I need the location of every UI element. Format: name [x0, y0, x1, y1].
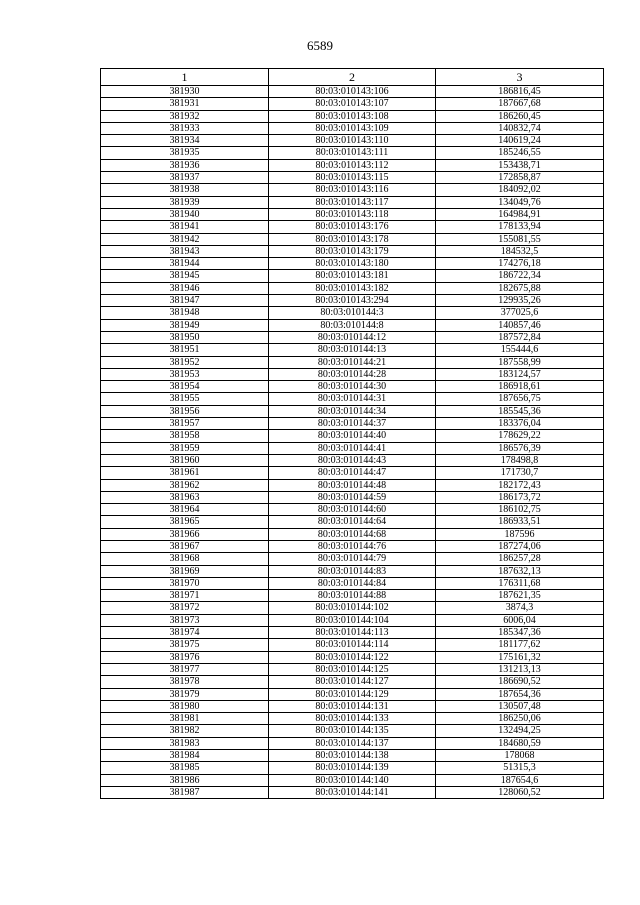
table-body [101, 86, 604, 799]
table-row [101, 442, 604, 454]
table-row [101, 454, 604, 466]
value-cell: 187656,75 [436, 393, 604, 405]
table-row [101, 553, 604, 565]
value-cell: 175161,32 [436, 651, 604, 663]
row-number-cell: 381956 [101, 405, 269, 417]
cadastral-number-cell: 80:03:010144:104 [269, 614, 436, 626]
row-number-cell: 381960 [101, 454, 269, 466]
table-row [101, 331, 604, 343]
row-number-cell: 381973 [101, 614, 269, 626]
value-cell: 184532,5 [436, 245, 604, 257]
value-cell: 186816,45 [436, 86, 604, 98]
row-number-cell: 381980 [101, 700, 269, 712]
table-row [101, 614, 604, 626]
value-cell: 186722,34 [436, 270, 604, 282]
row-number-cell: 381974 [101, 627, 269, 639]
table-row [101, 577, 604, 589]
row-number-cell: 381939 [101, 196, 269, 208]
table-row [101, 381, 604, 393]
cadastral-number-cell: 80:03:010143:107 [269, 98, 436, 110]
row-number-cell: 381967 [101, 540, 269, 552]
value-cell: 187274,06 [436, 540, 604, 552]
cadastral-number-cell: 80:03:010143:112 [269, 159, 436, 171]
value-cell: 186173,72 [436, 491, 604, 503]
value-cell: 185545,36 [436, 405, 604, 417]
row-number-cell: 381941 [101, 221, 269, 233]
table-row [101, 467, 604, 479]
row-number-cell: 381975 [101, 639, 269, 651]
column-header: 2 [269, 69, 436, 86]
row-number-cell: 381979 [101, 688, 269, 700]
table-row [101, 418, 604, 430]
cadastral-number-cell: 80:03:010143:111 [269, 147, 436, 159]
value-cell: 132494,25 [436, 725, 604, 737]
cadastral-number-cell: 80:03:010144:68 [269, 528, 436, 540]
table-row [101, 86, 604, 98]
value-cell: 153438,71 [436, 159, 604, 171]
table-row [101, 258, 604, 270]
table-row [101, 688, 604, 700]
cadastral-number-cell: 80:03:010143:180 [269, 258, 436, 270]
cadastral-number-cell: 80:03:010144:79 [269, 553, 436, 565]
table-header-row [101, 69, 604, 86]
table-row [101, 627, 604, 639]
cadastral-number-cell: 80:03:010144:88 [269, 590, 436, 602]
row-number-cell: 381937 [101, 172, 269, 184]
cadastral-number-cell: 80:03:010144:40 [269, 430, 436, 442]
cadastral-number-cell: 80:03:010144:47 [269, 467, 436, 479]
value-cell: 186576,39 [436, 442, 604, 454]
table-row [101, 368, 604, 380]
row-number-cell: 381942 [101, 233, 269, 245]
value-cell: 185347,36 [436, 627, 604, 639]
row-number-cell: 381934 [101, 135, 269, 147]
row-number-cell: 381972 [101, 602, 269, 614]
cadastral-number-cell: 80:03:010144:139 [269, 762, 436, 774]
row-number-cell: 381964 [101, 504, 269, 516]
cadastral-number-cell: 80:03:010144:125 [269, 663, 436, 675]
value-cell: 186690,52 [436, 676, 604, 688]
table-row [101, 774, 604, 786]
value-cell: 164984,91 [436, 208, 604, 220]
cadastral-number-cell: 80:03:010144:30 [269, 381, 436, 393]
row-number-cell: 381933 [101, 122, 269, 134]
cadastral-number-cell: 80:03:010144:41 [269, 442, 436, 454]
value-cell: 187667,68 [436, 98, 604, 110]
cadastral-number-cell: 80:03:010144:59 [269, 491, 436, 503]
table-row [101, 602, 604, 614]
cadastral-number-cell: 80:03:010144:21 [269, 356, 436, 368]
value-cell: 140857,46 [436, 319, 604, 331]
table-row [101, 208, 604, 220]
table-row [101, 184, 604, 196]
value-cell: 187654,36 [436, 688, 604, 700]
cadastral-number-cell: 80:03:010144:34 [269, 405, 436, 417]
cadastral-number-cell: 80:03:010144:64 [269, 516, 436, 528]
row-number-cell: 381944 [101, 258, 269, 270]
cadastral-number-cell: 80:03:010144:28 [269, 368, 436, 380]
value-cell: 187632,13 [436, 565, 604, 577]
cadastral-number-cell: 80:03:010144:133 [269, 713, 436, 725]
value-cell: 6006,04 [436, 614, 604, 626]
row-number-cell: 381984 [101, 750, 269, 762]
cadastral-number-cell: 80:03:010143:109 [269, 122, 436, 134]
row-number-cell: 381977 [101, 663, 269, 675]
cadastral-number-cell: 80:03:010144:37 [269, 418, 436, 430]
cadastral-number-cell: 80:03:010144:135 [269, 725, 436, 737]
cadastral-number-cell: 80:03:010143:108 [269, 110, 436, 122]
table-row [101, 504, 604, 516]
table-row [101, 786, 604, 798]
table-row [101, 233, 604, 245]
table-row [101, 639, 604, 651]
table-row [101, 307, 604, 319]
cadastral-number-cell: 80:03:010143:115 [269, 172, 436, 184]
cadastral-number-cell: 80:03:010143:118 [269, 208, 436, 220]
table-row [101, 516, 604, 528]
row-number-cell: 381970 [101, 577, 269, 589]
cadastral-number-cell: 80:03:010144:43 [269, 454, 436, 466]
table-row [101, 344, 604, 356]
row-number-cell: 381932 [101, 110, 269, 122]
table-row [101, 565, 604, 577]
cadastral-number-cell: 80:03:010143:116 [269, 184, 436, 196]
table-row [101, 98, 604, 110]
table-row [101, 750, 604, 762]
table-row [101, 270, 604, 282]
value-cell: 183376,04 [436, 418, 604, 430]
table-row [101, 762, 604, 774]
table-row [101, 528, 604, 540]
table-row [101, 393, 604, 405]
row-number-cell: 381963 [101, 491, 269, 503]
cadastral-number-cell: 80:03:010144:141 [269, 786, 436, 798]
cadastral-number-cell: 80:03:010144:140 [269, 774, 436, 786]
value-cell: 174276,18 [436, 258, 604, 270]
value-cell: 182675,88 [436, 282, 604, 294]
table-row [101, 405, 604, 417]
value-cell: 3874,3 [436, 602, 604, 614]
cadastral-number-cell: 80:03:010144:113 [269, 627, 436, 639]
value-cell: 181177,62 [436, 639, 604, 651]
table-row [101, 356, 604, 368]
value-cell: 134049,76 [436, 196, 604, 208]
cadastral-number-cell: 80:03:010144:137 [269, 737, 436, 749]
row-number-cell: 381957 [101, 418, 269, 430]
row-number-cell: 381938 [101, 184, 269, 196]
data-table [100, 68, 604, 799]
value-cell: 186250,06 [436, 713, 604, 725]
value-cell: 187572,84 [436, 331, 604, 343]
value-cell: 186102,75 [436, 504, 604, 516]
cadastral-number-cell: 80:03:010144:48 [269, 479, 436, 491]
value-cell: 171730,7 [436, 467, 604, 479]
row-number-cell: 381969 [101, 565, 269, 577]
value-cell: 130507,48 [436, 700, 604, 712]
row-number-cell: 381978 [101, 676, 269, 688]
value-cell: 186260,45 [436, 110, 604, 122]
row-number-cell: 381953 [101, 368, 269, 380]
cadastral-number-cell: 80:03:010144:3 [269, 307, 436, 319]
row-number-cell: 381949 [101, 319, 269, 331]
cadastral-number-cell: 80:03:010144:76 [269, 540, 436, 552]
value-cell: 186257,28 [436, 553, 604, 565]
cadastral-number-cell: 80:03:010143:294 [269, 295, 436, 307]
table-row [101, 651, 604, 663]
cadastral-number-cell: 80:03:010144:12 [269, 331, 436, 343]
row-number-cell: 381965 [101, 516, 269, 528]
value-cell: 186918,61 [436, 381, 604, 393]
value-cell: 178068 [436, 750, 604, 762]
value-cell: 128060,52 [436, 786, 604, 798]
value-cell: 182172,43 [436, 479, 604, 491]
cadastral-number-cell: 80:03:010143:176 [269, 221, 436, 233]
table-row [101, 282, 604, 294]
table-row [101, 172, 604, 184]
value-cell: 176311,68 [436, 577, 604, 589]
value-cell: 178498,8 [436, 454, 604, 466]
table-row [101, 245, 604, 257]
cadastral-number-cell: 80:03:010143:182 [269, 282, 436, 294]
value-cell: 186933,51 [436, 516, 604, 528]
row-number-cell: 381945 [101, 270, 269, 282]
table-row [101, 725, 604, 737]
row-number-cell: 381981 [101, 713, 269, 725]
value-cell: 377025,6 [436, 307, 604, 319]
row-number-cell: 381958 [101, 430, 269, 442]
row-number-cell: 381983 [101, 737, 269, 749]
cadastral-number-cell: 80:03:010144:84 [269, 577, 436, 589]
table-row [101, 491, 604, 503]
cadastral-number-cell: 80:03:010144:83 [269, 565, 436, 577]
cadastral-number-cell: 80:03:010143:117 [269, 196, 436, 208]
row-number-cell: 381985 [101, 762, 269, 774]
table-row [101, 221, 604, 233]
row-number-cell: 381966 [101, 528, 269, 540]
value-cell: 178133,94 [436, 221, 604, 233]
column-header: 3 [436, 69, 604, 86]
cadastral-number-cell: 80:03:010144:102 [269, 602, 436, 614]
row-number-cell: 381959 [101, 442, 269, 454]
cadastral-number-cell: 80:03:010143:181 [269, 270, 436, 282]
cadastral-number-cell: 80:03:010144:60 [269, 504, 436, 516]
value-cell: 140832,74 [436, 122, 604, 134]
table-row [101, 110, 604, 122]
value-cell: 183124,57 [436, 368, 604, 380]
value-cell: 187558,99 [436, 356, 604, 368]
row-number-cell: 381950 [101, 331, 269, 343]
value-cell: 184680,59 [436, 737, 604, 749]
cadastral-number-cell: 80:03:010143:106 [269, 86, 436, 98]
row-number-cell: 381951 [101, 344, 269, 356]
row-number-cell: 381946 [101, 282, 269, 294]
cadastral-number-cell: 80:03:010143:179 [269, 245, 436, 257]
page-number: 6589 [307, 38, 333, 53]
row-number-cell: 381943 [101, 245, 269, 257]
row-number-cell: 381961 [101, 467, 269, 479]
value-cell: 172858,87 [436, 172, 604, 184]
cadastral-number-cell: 80:03:010143:178 [269, 233, 436, 245]
row-number-cell: 381948 [101, 307, 269, 319]
table-row [101, 135, 604, 147]
row-number-cell: 381940 [101, 208, 269, 220]
table-row [101, 147, 604, 159]
cadastral-number-cell: 80:03:010143:110 [269, 135, 436, 147]
row-number-cell: 381936 [101, 159, 269, 171]
cadastral-number-cell: 80:03:010144:129 [269, 688, 436, 700]
cadastral-number-cell: 80:03:010144:122 [269, 651, 436, 663]
value-cell: 140619,24 [436, 135, 604, 147]
row-number-cell: 381982 [101, 725, 269, 737]
value-cell: 187654,6 [436, 774, 604, 786]
row-number-cell: 381931 [101, 98, 269, 110]
table-row [101, 737, 604, 749]
table-row [101, 295, 604, 307]
row-number-cell: 381987 [101, 786, 269, 798]
row-number-cell: 381955 [101, 393, 269, 405]
value-cell: 129935,26 [436, 295, 604, 307]
value-cell: 187596 [436, 528, 604, 540]
table-row [101, 713, 604, 725]
cadastral-number-cell: 80:03:010144:131 [269, 700, 436, 712]
table-row [101, 319, 604, 331]
value-cell: 131213,13 [436, 663, 604, 675]
value-cell: 185246,55 [436, 147, 604, 159]
row-number-cell: 381962 [101, 479, 269, 491]
row-number-cell: 381968 [101, 553, 269, 565]
row-number-cell: 381954 [101, 381, 269, 393]
table-row [101, 700, 604, 712]
table-row [101, 479, 604, 491]
value-cell: 178629,22 [436, 430, 604, 442]
table-row [101, 590, 604, 602]
cadastral-number-cell: 80:03:010144:114 [269, 639, 436, 651]
value-cell: 155444,6 [436, 344, 604, 356]
value-cell: 155081,55 [436, 233, 604, 245]
row-number-cell: 381986 [101, 774, 269, 786]
table-row [101, 122, 604, 134]
value-cell: 184092,02 [436, 184, 604, 196]
table-row [101, 540, 604, 552]
cadastral-number-cell: 80:03:010144:31 [269, 393, 436, 405]
table-row [101, 430, 604, 442]
cadastral-number-cell: 80:03:010144:13 [269, 344, 436, 356]
cadastral-number-cell: 80:03:010144:138 [269, 750, 436, 762]
table-row [101, 196, 604, 208]
row-number-cell: 381976 [101, 651, 269, 663]
row-number-cell: 381952 [101, 356, 269, 368]
cadastral-number-cell: 80:03:010144:127 [269, 676, 436, 688]
value-cell: 51315,3 [436, 762, 604, 774]
row-number-cell: 381930 [101, 86, 269, 98]
table-row [101, 676, 604, 688]
table-row [101, 663, 604, 675]
table-row [101, 159, 604, 171]
column-header: 1 [101, 69, 269, 86]
row-number-cell: 381935 [101, 147, 269, 159]
value-cell: 187621,35 [436, 590, 604, 602]
row-number-cell: 381971 [101, 590, 269, 602]
cadastral-number-cell: 80:03:010144:8 [269, 319, 436, 331]
row-number-cell: 381947 [101, 295, 269, 307]
